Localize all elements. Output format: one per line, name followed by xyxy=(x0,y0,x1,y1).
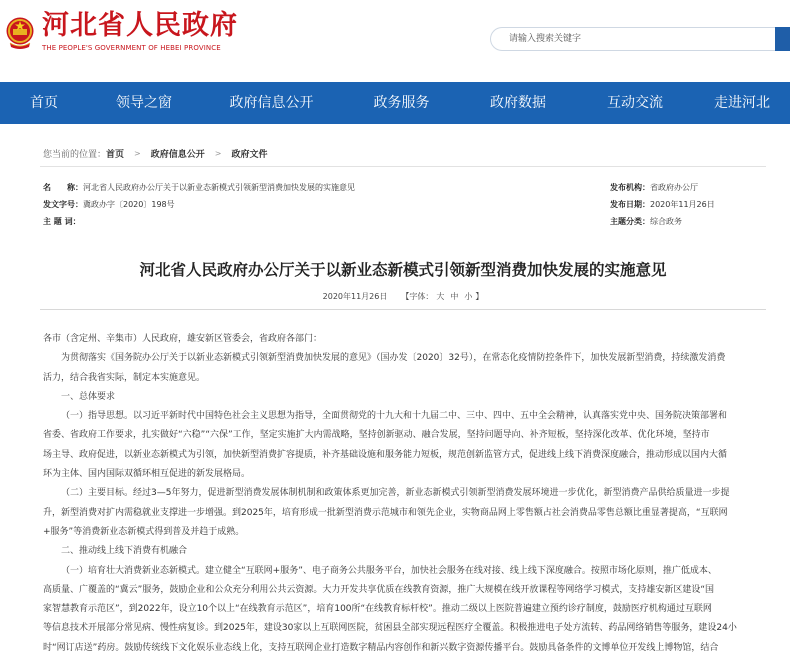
meta-name xyxy=(43,182,355,193)
nav-item-interaction[interactable]: 互动交流 xyxy=(607,95,663,111)
national-emblem-icon xyxy=(4,16,36,52)
meta-topic xyxy=(610,216,682,227)
site-logo[interactable] xyxy=(42,10,238,52)
article-body xyxy=(43,330,766,658)
paragraph-line: 为贯彻落实《国务院办公厅关于以新业态新模式引领新型消费加快发展的意见》（国办发〔2020〕32号），在常态化疫情防控条件下，加快发展新型消费，持续激发消费 xyxy=(61,353,726,364)
paragraph-line: 升，新型消费对扩内需稳就业支撑进一步增强。到2025年，培育形成一批新型消费示范城市和领先企业，实物商品网上零售额占社会消费品零售总额比重显著提高，“互联网 xyxy=(43,507,728,518)
paragraph-line: 等信息技术开展部分常见病、慢性病复诊。到2025年，建设30家以上互联网医院，贫困县全部实现远程医疗全覆盖。积极推进电子处方流转、药品网络销售等服务，建设24小 xyxy=(43,623,737,634)
font-size-medium-button[interactable]: 中 xyxy=(450,292,459,301)
breadcrumb xyxy=(43,147,267,160)
nav-item-gov-data[interactable]: 政府数据 xyxy=(490,95,546,111)
paragraph-line: 环为主体、国内国际双循环相互促进的新发展格局。 xyxy=(43,469,251,480)
breadcrumb-separator-icon: > xyxy=(214,149,222,158)
font-size-small-button[interactable]: 小 xyxy=(464,292,473,301)
meta-issuer-value: 省政府办公厅 xyxy=(650,183,698,192)
search-input[interactable] xyxy=(509,32,759,46)
paragraph-line: （一）指导思想。以习近平新时代中国特色社会主义思想为指导，全面贯彻党的十九大和十九届二中、三中、四中、五中全会精神，认真落实党中央、国务院决策部署和 xyxy=(61,411,728,422)
meta-name-label: 名 称： xyxy=(43,183,83,192)
meta-issuer xyxy=(610,182,698,193)
divider xyxy=(40,166,766,167)
meta-date-label: 发布日期： xyxy=(610,200,650,209)
paragraph-line: 活力，结合我省实际，制定本实施意见。 xyxy=(43,372,206,383)
section-heading: 一、总体要求 xyxy=(61,391,116,402)
font-size-label: 【字体： xyxy=(401,292,434,301)
paragraph-line: 省委、省政府工作要求，扎实做好“六稳”“六保”工作，坚定实施扩大内需战略，坚持创新驱动、融合发展，坚持问题导向、补齐短板，坚持深化改革、优化环境，坚持市 xyxy=(43,430,710,441)
article-date-row xyxy=(40,291,766,302)
logo-title: 河北省人民政府 xyxy=(42,10,238,41)
paragraph-line: 家智慧教育示范区”，到2022年，设立10个以上“在线教育示范区”，培育100所“在线教育标杆校”。推动二级以上医院普遍建立预约诊疗制度，鼓励医疗机构通过互联网 xyxy=(43,604,712,615)
meta-topic-value: 综合政务 xyxy=(650,217,682,226)
paragraph-line: （一）培育壮大消费新业态新模式。建立健全“互联网+服务”、电子商务公共服务平台，加快社会服务在线对接、线上线下深度融合。按照市场化原则，推广低成本、 xyxy=(61,565,717,576)
meta-doc-no xyxy=(43,199,175,210)
section-heading: 二、推动线上线下消费有机融合 xyxy=(61,546,188,557)
meta-topic-label: 主题分类： xyxy=(610,217,650,226)
breadcrumb-info-disclosure-link[interactable]: 政府信息公开 xyxy=(150,150,205,160)
meta-subject xyxy=(43,216,81,227)
divider xyxy=(40,309,766,310)
meta-subject-label: 主 题 词： xyxy=(43,217,81,226)
meta-issuer-label: 发布机构： xyxy=(610,183,650,192)
paragraph-line: 时“网订店送”药房。鼓励传统线下文化娱乐业态线上化，支持互联网企业打造数字精品内容创作和新兴数字资源传播平台。鼓励具备条件的文博单位开发线上博物馆，结合 xyxy=(43,642,719,653)
paragraph-line: 高质量、广覆盖的“冀云”服务，鼓励企业和公众充分利用公共云资源。大力开发共享优质在线教育资源，推广大规模在线开放课程等网络学习模式，支持雄安新区建设“国 xyxy=(43,584,714,595)
nav-item-gov-services[interactable]: 政务服务 xyxy=(373,95,430,111)
meta-date xyxy=(610,199,715,210)
font-size-large-button[interactable]: 大 xyxy=(436,292,445,301)
site-header xyxy=(0,0,790,82)
breadcrumb-prefix: 您当前的位置： xyxy=(43,150,107,160)
breadcrumb-separator-icon: > xyxy=(134,149,141,158)
paragraph-line: +服务”等消费新业态新模式得到普及并趋于成熟。 xyxy=(43,526,245,537)
meta-doc-no-label: 发文字号： xyxy=(43,200,83,209)
logo-subtitle: THE PEOPLE'S GOVERNMENT OF HEBEI PROVINCE xyxy=(42,44,221,52)
main-nav xyxy=(0,82,790,124)
nav-item-home[interactable]: 首页 xyxy=(30,95,58,111)
meta-doc-no-value: 冀政办字〔2020〕198号 xyxy=(83,200,175,209)
paragraph-line: 场主导、政府促进，以新业态新模式为引领，加快新型消费扩容提质，补齐基础设施和服务能力短板，规范创新监管方式，促进线上线下消费深度融合，推动形成以国内大循 xyxy=(43,449,728,460)
nav-item-info-disclosure[interactable]: 政府信息公开 xyxy=(229,95,314,111)
search-button[interactable] xyxy=(775,27,790,51)
nav-item-about-hebei[interactable]: 走进河北 xyxy=(714,95,770,111)
article-title: 河北省人民政府办公厅关于以新业态新模式引领新型消费加快发展的实施意见 xyxy=(139,260,667,279)
breadcrumb-home-link[interactable]: 首页 xyxy=(106,150,125,160)
breadcrumb-gov-docs-link[interactable]: 政府文件 xyxy=(231,150,268,160)
search-box xyxy=(490,27,780,51)
article-date: 2020年11月26日 xyxy=(322,292,388,301)
nav-item-leaders[interactable]: 领导之窗 xyxy=(116,95,172,111)
paragraph-line: 各市（含定州、辛集市）人民政府，雄安新区管委会，省政府各部门： xyxy=(43,334,323,344)
font-size-close: 】 xyxy=(475,292,484,301)
meta-name-value: 河北省人民政府办公厅关于以新业态新模式引领新型消费加快发展的实施意见 xyxy=(83,183,355,192)
paragraph-line: （二）主要目标。经过3—5年努力，促进新型消费发展体制机制和政策体系更加完善，新业态新模式引领新型消费发展环境进一步优化，新型消费产品供给质量进一步提 xyxy=(61,488,730,499)
meta-date-value: 2020年11月26日 xyxy=(650,200,715,209)
